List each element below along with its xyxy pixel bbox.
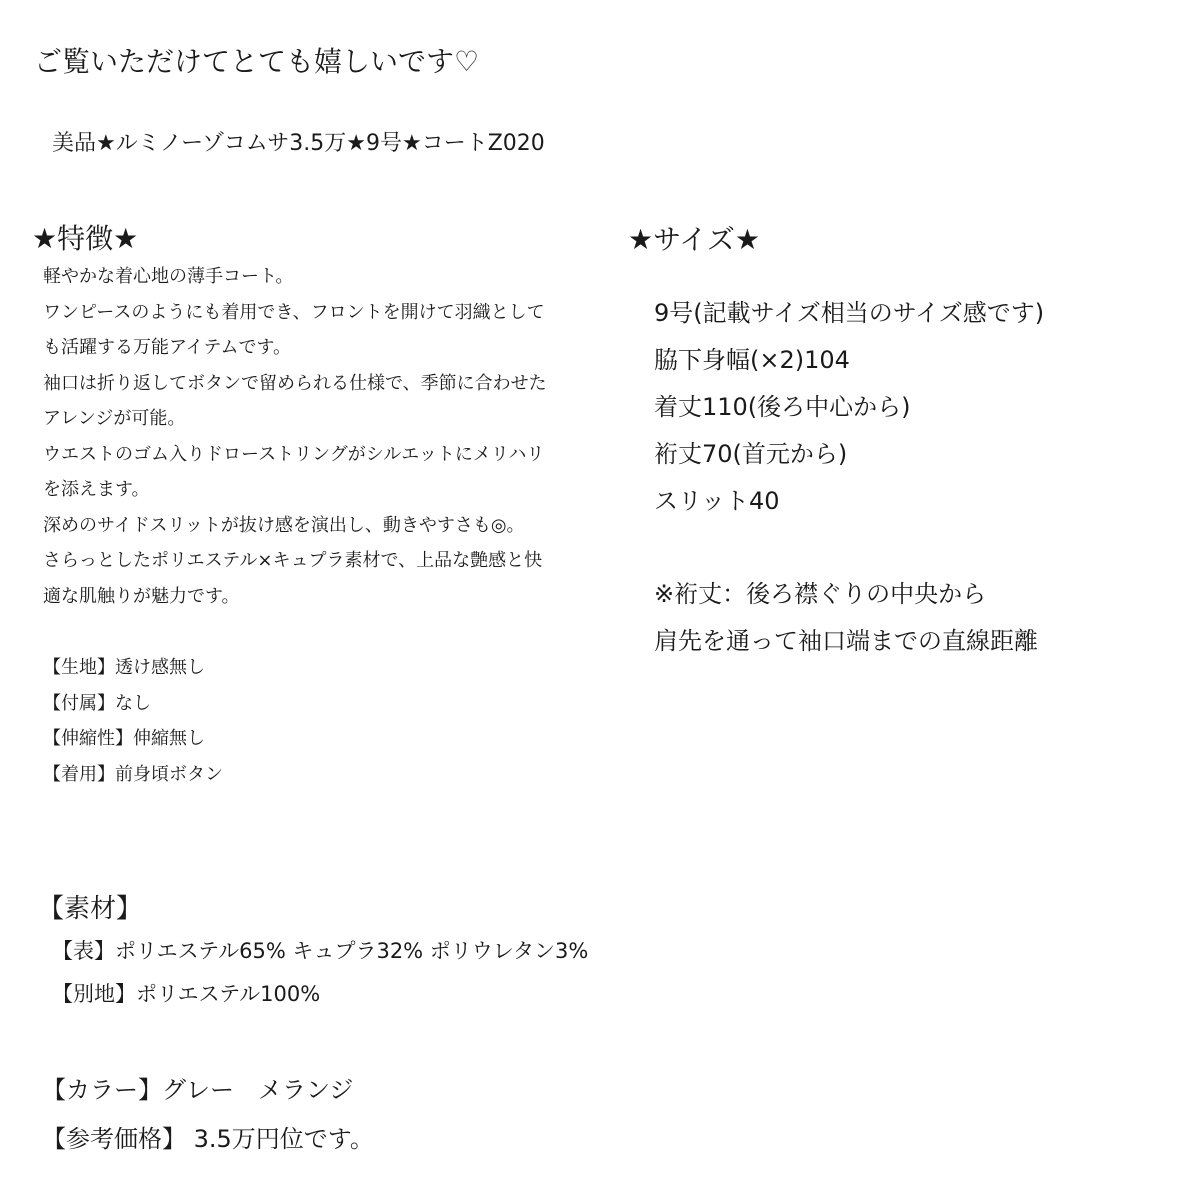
features-line: アレンジが可能。 <box>43 408 186 429</box>
material-heading: 【素材】 <box>38 894 143 924</box>
size-note-line: 肩先を通って袖口端までの直線距離 <box>654 627 1038 655</box>
features-line: 軽やかな着心地の薄手コート。 <box>43 266 294 287</box>
price-info: 【参考価格】 3.5万円位です。 <box>42 1125 374 1153</box>
features-line: さらっとしたポリエステル×キュプラ素材で、上品な艶感と快 <box>43 550 543 571</box>
size-heading: ★サイズ★ <box>628 223 760 256</box>
features-line: 適な肌触りが魅力です。 <box>43 585 240 607</box>
color-info: 【カラー】グレー メランジ <box>42 1076 354 1104</box>
features-line: ワンピースのようにも着用でき、フロントを開けて羽織として <box>43 301 545 323</box>
material-outer: 【表】ポリエステル65% キュプラ32% ポリウレタン3% <box>52 939 589 963</box>
size-note-line: ※裄丈：後ろ襟ぐりの中央から <box>654 580 987 608</box>
features-line: 深めのサイドスリットが抜け感を演出し、動きやすさも◎。 <box>43 514 525 536</box>
size-line: 脇下身幅(×2)104 <box>654 346 850 374</box>
greeting-text: ご覧いただけてとても嬉しいです♡ <box>34 45 480 78</box>
size-list <box>654 290 1044 525</box>
material-list <box>52 930 588 1016</box>
specs-list <box>43 650 223 792</box>
spec-accessories: 【付属】なし <box>43 692 151 714</box>
features-line: 袖口は折り返してボタンで留められる仕様で、季節に合わせた <box>43 372 547 394</box>
features-description <box>43 259 547 614</box>
size-line: 裄丈70(首元から) <box>654 440 848 468</box>
features-line: も活躍する万能アイテムです。 <box>43 337 292 358</box>
size-line: 9号(記載サイズ相当のサイズ感です) <box>654 299 1045 327</box>
features-line: を添えます。 <box>43 479 150 500</box>
size-line: 着丈110(後ろ中心から) <box>654 393 911 421</box>
features-line: ウエストのゴム入りドローストリングがシルエットにメリハリ <box>43 443 545 465</box>
size-note <box>654 571 1038 665</box>
product-title: 美品★ルミノーゾコムサ3.5万★9号★コートZ020 <box>52 131 545 156</box>
material-contrast: 【別地】ポリエステル100% <box>52 982 321 1006</box>
size-line: スリット40 <box>654 487 780 515</box>
features-heading: ★特徴★ <box>32 222 139 255</box>
spec-fabric: 【生地】透け感無し <box>43 657 205 678</box>
spec-fastening: 【着用】前身頃ボタン <box>43 763 223 785</box>
spec-stretch: 【伸縮性】伸縮無し <box>43 728 205 749</box>
